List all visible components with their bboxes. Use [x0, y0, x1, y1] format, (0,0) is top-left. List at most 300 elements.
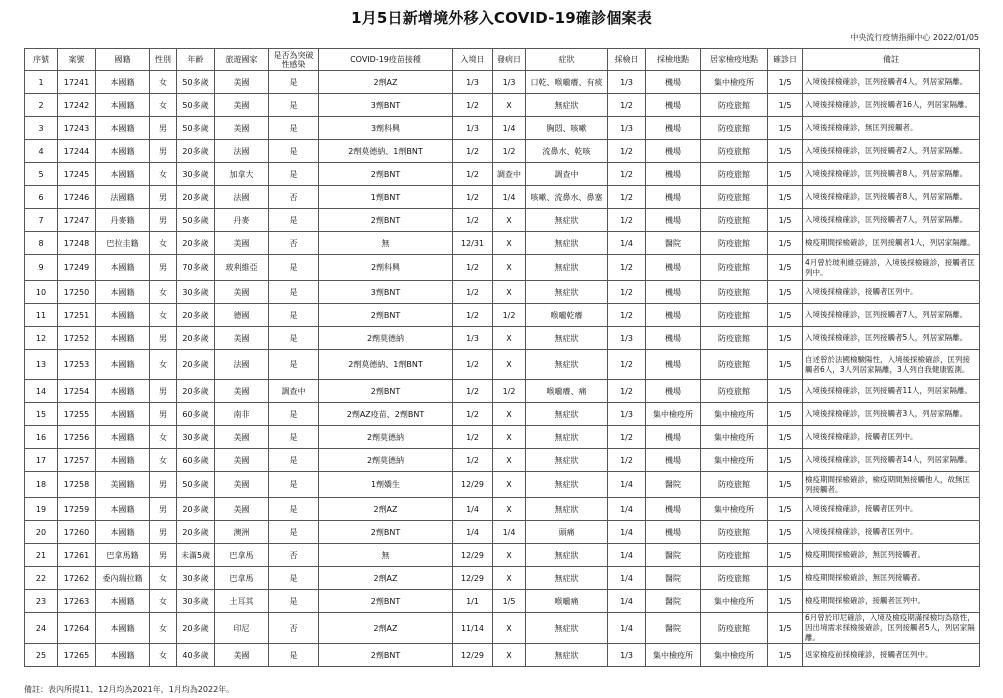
table-cell: 2劑BNT	[319, 590, 453, 613]
table-cell: 男	[150, 117, 177, 140]
table-cell: 4	[25, 140, 58, 163]
table-cell: 法國	[215, 350, 269, 380]
table-cell: 1/5	[768, 281, 803, 304]
table-cell: 17242	[58, 94, 96, 117]
table-cell: 機場	[646, 140, 701, 163]
table-row	[25, 644, 980, 667]
table-cell: 本國籍	[96, 94, 150, 117]
table-cell: 集中檢疫所	[701, 426, 768, 449]
table-cell: 本國籍	[96, 613, 150, 644]
table-cell: 1/3	[608, 327, 646, 350]
table-cell: 60多歲	[177, 403, 215, 426]
table-cell: 1/5	[768, 403, 803, 426]
table-cell: 17258	[58, 472, 96, 498]
table-cell: 20多歲	[177, 521, 215, 544]
table-cell: X	[493, 403, 526, 426]
table-cell: 本國籍	[96, 449, 150, 472]
column-header: 採檢日	[608, 49, 646, 71]
table-cell: 2劑BNT	[319, 521, 453, 544]
table-cell: 是	[269, 117, 319, 140]
table-cell: 17255	[58, 403, 96, 426]
table-cell: 是	[269, 426, 319, 449]
table-cell: 1劑嬌生	[319, 472, 453, 498]
table-cell: 美國籍	[96, 472, 150, 498]
table-cell: 1/2	[453, 94, 493, 117]
table-cell: 無症狀	[526, 232, 608, 255]
table-cell: 1/5	[768, 590, 803, 613]
table-cell: 集中檢疫所	[701, 403, 768, 426]
table-cell: 17241	[58, 71, 96, 94]
table-cell: 防疫旅館	[701, 350, 768, 380]
table-cell: 集中檢疫所	[701, 498, 768, 521]
table-cell: 2劑BNT	[319, 163, 453, 186]
table-cell: 2劑BNT	[319, 644, 453, 667]
table-cell: 本國籍	[96, 163, 150, 186]
table-cell: 本國籍	[96, 117, 150, 140]
table-cell: 6	[25, 186, 58, 209]
table-cell: 無症狀	[526, 209, 608, 232]
table-cell: 女	[150, 590, 177, 613]
table-row	[25, 94, 980, 117]
table-cell: 無症狀	[526, 350, 608, 380]
table-cell: 無症狀	[526, 544, 608, 567]
table-cell: 防疫旅館	[701, 255, 768, 281]
table-cell: 否	[269, 613, 319, 644]
table-cell: 機場	[646, 94, 701, 117]
table-cell: 集中檢疫所	[646, 644, 701, 667]
table-cell: X	[493, 281, 526, 304]
table-cell: 美國	[215, 380, 269, 403]
table-cell: 17256	[58, 426, 96, 449]
table-cell: 3劑科興	[319, 117, 453, 140]
table-cell: 機場	[646, 186, 701, 209]
table-cell: 女	[150, 567, 177, 590]
table-cell: 1/4	[608, 590, 646, 613]
table-cell-note: 返家檢疫前採檢確診，接觸者匡列中。	[803, 644, 980, 667]
table-cell: 無症狀	[526, 426, 608, 449]
table-cell: 1/2	[608, 304, 646, 327]
column-header: 採檢地點	[646, 49, 701, 71]
table-cell: 巴拿馬	[215, 544, 269, 567]
table-cell: 是	[269, 94, 319, 117]
table-cell: 法國	[215, 140, 269, 163]
table-cell: 男	[150, 521, 177, 544]
table-cell: 是	[269, 304, 319, 327]
table-cell: 12/29	[453, 567, 493, 590]
table-cell: 美國	[215, 117, 269, 140]
table-cell: 印尼	[215, 613, 269, 644]
table-cell: 1/2	[608, 281, 646, 304]
table-cell: 1/5	[768, 544, 803, 567]
table-cell: 20多歲	[177, 327, 215, 350]
table-row	[25, 403, 980, 426]
column-header: 序號	[25, 49, 58, 71]
table-cell: 12/29	[453, 544, 493, 567]
table-cell-note: 檢疫期間採檢確診，檢疫期間無接觸他人，故無匡列接觸者。	[803, 472, 980, 498]
table-cell-note: 入境後採檢確診，匡列接觸者7人，列居家隔離。	[803, 304, 980, 327]
table-cell: 1/5	[768, 186, 803, 209]
table-cell: 1/4	[608, 472, 646, 498]
table-cell: 17	[25, 449, 58, 472]
table-cell: 1/4	[608, 498, 646, 521]
table-cell: 機場	[646, 327, 701, 350]
table-cell: 8	[25, 232, 58, 255]
table-cell: 2劑AZ疫苗、2劑BNT	[319, 403, 453, 426]
table-cell: 法國籍	[96, 186, 150, 209]
table-cell: 加拿大	[215, 163, 269, 186]
table-cell: 無症狀	[526, 449, 608, 472]
table-cell: 1/5	[768, 472, 803, 498]
table-cell: 1/2	[493, 140, 526, 163]
table-cell: 否	[269, 186, 319, 209]
table-cell: 機場	[646, 426, 701, 449]
table-cell: 機場	[646, 449, 701, 472]
table-header	[25, 49, 980, 71]
table-cell: 集中檢疫所	[701, 449, 768, 472]
table-cell: 無症狀	[526, 644, 608, 667]
table-cell: 17252	[58, 327, 96, 350]
table-cell: 巴拿馬	[215, 567, 269, 590]
table-cell: 防疫旅館	[701, 140, 768, 163]
table-cell: 1/5	[768, 71, 803, 94]
table-cell: 20多歲	[177, 232, 215, 255]
table-cell: 30多歲	[177, 281, 215, 304]
table-cell: 本國籍	[96, 521, 150, 544]
table-cell: X	[493, 449, 526, 472]
table-cell: 防疫旅館	[701, 94, 768, 117]
table-cell: 11	[25, 304, 58, 327]
table-cell: 1/3	[608, 117, 646, 140]
table-cell: 集中檢疫所	[701, 71, 768, 94]
table-cell-note: 入境後採檢確診，匡列接觸者7人，列居家隔離。	[803, 209, 980, 232]
table-cell: 女	[150, 232, 177, 255]
table-cell: 男	[150, 186, 177, 209]
table-cell: 醫院	[646, 544, 701, 567]
table-cell: 1/2	[608, 163, 646, 186]
table-cell: 17243	[58, 117, 96, 140]
table-cell: 1/5	[768, 350, 803, 380]
table-cell: 1/1	[453, 590, 493, 613]
table-row	[25, 117, 980, 140]
table-cell: 50多歲	[177, 71, 215, 94]
table-cell: 機場	[646, 209, 701, 232]
table-cell: 喉嚨乾癢	[526, 304, 608, 327]
table-cell: 17244	[58, 140, 96, 163]
table-cell: 9	[25, 255, 58, 281]
table-cell: 防疫旅館	[701, 613, 768, 644]
table-cell: 1/2	[608, 186, 646, 209]
report-title: 1月5日新增境外移入COVID-19確診個案表	[351, 9, 652, 27]
table-cell: 本國籍	[96, 426, 150, 449]
table-row	[25, 380, 980, 403]
column-header: 確診日	[768, 49, 803, 71]
table-cell: 美國	[215, 281, 269, 304]
table-cell-note: 入境後採檢確診，匡列接觸者11人，列居家隔離。	[803, 380, 980, 403]
table-cell: X	[493, 255, 526, 281]
table-cell: 1/3	[608, 71, 646, 94]
table-cell: 1/2	[453, 140, 493, 163]
table-cell: 1/4	[493, 117, 526, 140]
table-cell: 防疫旅館	[701, 232, 768, 255]
table-cell: 17257	[58, 449, 96, 472]
table-cell-note: 入境後採檢確診，接觸者匡列中。	[803, 498, 980, 521]
table-cell: 1/5	[768, 255, 803, 281]
table-cell: 無症狀	[526, 613, 608, 644]
table-cell: 2劑AZ	[319, 567, 453, 590]
table-cell: 無症狀	[526, 255, 608, 281]
table-cell-note: 檢疫期間採檢確診，無匡列接觸者。	[803, 544, 980, 567]
table-cell: 20	[25, 521, 58, 544]
table-cell: 無症狀	[526, 281, 608, 304]
table-cell: X	[493, 472, 526, 498]
table-cell: 1/3	[608, 644, 646, 667]
table-cell: 50多歲	[177, 94, 215, 117]
table-cell: 1/2	[453, 403, 493, 426]
table-cell: 美國	[215, 644, 269, 667]
table-row	[25, 350, 980, 380]
table-cell: 機場	[646, 255, 701, 281]
table-row	[25, 613, 980, 644]
table-cell: 是	[269, 567, 319, 590]
table-cell-note: 入境後採檢確診，匡列接觸者4人，列居家隔離。	[803, 71, 980, 94]
table-cell: 1/5	[768, 644, 803, 667]
table-cell: 70多歲	[177, 255, 215, 281]
table-cell: 美國	[215, 71, 269, 94]
table-cell: 12	[25, 327, 58, 350]
table-row	[25, 472, 980, 498]
table-cell: 機場	[646, 71, 701, 94]
table-cell-note: 入境後採檢確診，匡列接觸者2人，列居家隔離。	[803, 140, 980, 163]
table-cell: 醫院	[646, 472, 701, 498]
table-row	[25, 567, 980, 590]
table-row	[25, 281, 980, 304]
table-cell: 無	[319, 232, 453, 255]
table-cell-note: 入境後採檢確診，匡列接觸者16人，列居家隔離。	[803, 94, 980, 117]
table-cell-note: 6月曾於印尼確診，入境及檢疫期滿採檢均為陰性，因出境需求採檢後確診，匡列接觸者5人，列居家隔離。	[803, 613, 980, 644]
table-cell: 1/2	[493, 304, 526, 327]
table-cell: 1/4	[608, 544, 646, 567]
table-cell: 女	[150, 613, 177, 644]
table-cell: 60多歲	[177, 449, 215, 472]
table-cell: 17265	[58, 644, 96, 667]
table-cell: 17262	[58, 567, 96, 590]
table-cell: 20多歲	[177, 140, 215, 163]
table-cell: 2劑莫德納、1劑BNT	[319, 350, 453, 380]
table-cell: 17263	[58, 590, 96, 613]
table-cell: 1/2	[453, 426, 493, 449]
table-cell: 30多歲	[177, 426, 215, 449]
table-cell: 丹麥籍	[96, 209, 150, 232]
column-header: 發病日	[493, 49, 526, 71]
table-cell: 1/2	[608, 140, 646, 163]
table-cell: 巴拿馬籍	[96, 544, 150, 567]
table-cell: 1/5	[768, 380, 803, 403]
table-cell: 2劑莫德納	[319, 449, 453, 472]
table-cell: 女	[150, 304, 177, 327]
table-cell: 醫院	[646, 232, 701, 255]
table-cell: 女	[150, 644, 177, 667]
table-row	[25, 186, 980, 209]
table-cell: 流鼻水、乾咳	[526, 140, 608, 163]
table-cell: 男	[150, 140, 177, 163]
table-cell: 1/4	[453, 521, 493, 544]
table-cell: 10	[25, 281, 58, 304]
table-cell: 17249	[58, 255, 96, 281]
table-cell: 無症狀	[526, 472, 608, 498]
table-row	[25, 255, 980, 281]
table-cell: 1劑BNT	[319, 186, 453, 209]
table-row	[25, 590, 980, 613]
table-cell: 是	[269, 140, 319, 163]
table-cell: 喉嚨癢、痛	[526, 380, 608, 403]
table-cell: 1/5	[768, 567, 803, 590]
table-cell: 美國	[215, 449, 269, 472]
column-header: 性別	[150, 49, 177, 71]
table-row	[25, 232, 980, 255]
table-cell: X	[493, 327, 526, 350]
table-cell: 1/5	[768, 94, 803, 117]
table-cell: 1/2	[608, 426, 646, 449]
table-cell: 25	[25, 644, 58, 667]
table-cell: 1/2	[453, 380, 493, 403]
table-cell: 1/5	[768, 426, 803, 449]
table-cell: 防疫旅館	[701, 281, 768, 304]
table-cell-note: 檢疫期間採檢確診，接觸者匡列中。	[803, 590, 980, 613]
table-cell: 本國籍	[96, 350, 150, 380]
table-cell: 21	[25, 544, 58, 567]
table-cell: 醫院	[646, 613, 701, 644]
table-cell: 3劑BNT	[319, 281, 453, 304]
table-cell-note: 入境後採檢確診，匡列接觸者5人，列居家隔離。	[803, 327, 980, 350]
table-cell: 法國	[215, 186, 269, 209]
table-cell: 本國籍	[96, 281, 150, 304]
table-cell: 女	[150, 281, 177, 304]
table-cell: X	[493, 232, 526, 255]
table-cell: 20多歲	[177, 613, 215, 644]
column-header: 備註	[803, 49, 980, 71]
table-cell: 本國籍	[96, 498, 150, 521]
table-cell: 1/4	[453, 498, 493, 521]
table-cell: 女	[150, 426, 177, 449]
table-cell: 機場	[646, 521, 701, 544]
table-cell: 2劑BNT	[319, 304, 453, 327]
table-cell: 防疫旅館	[701, 163, 768, 186]
table-cell: 否	[269, 544, 319, 567]
table-cell: 男	[150, 498, 177, 521]
table-cell: 19	[25, 498, 58, 521]
table-cell: 胸悶、咳嗽	[526, 117, 608, 140]
table-cell: 無症狀	[526, 498, 608, 521]
table-cell: 1/5	[768, 327, 803, 350]
table-cell: 機場	[646, 281, 701, 304]
table-cell: 是	[269, 281, 319, 304]
table-cell: 女	[150, 350, 177, 380]
table-cell: 調查中	[493, 163, 526, 186]
table-cell: 機場	[646, 350, 701, 380]
table-cell: 是	[269, 472, 319, 498]
table-cell: 男	[150, 255, 177, 281]
table-cell: 機場	[646, 380, 701, 403]
table-cell: 1/4	[608, 613, 646, 644]
table-cell: 12/29	[453, 472, 493, 498]
table-cell: 是	[269, 590, 319, 613]
table-cell: 23	[25, 590, 58, 613]
table-cell: 防疫旅館	[701, 380, 768, 403]
table-cell: 17251	[58, 304, 96, 327]
table-cell: 美國	[215, 232, 269, 255]
table-cell: 女	[150, 71, 177, 94]
table-cell: 集中檢疫所	[701, 590, 768, 613]
table-cell: 7	[25, 209, 58, 232]
table-cell: X	[493, 567, 526, 590]
table-cell: 丹麥	[215, 209, 269, 232]
table-cell: 1/5	[768, 140, 803, 163]
table-cell: 機場	[646, 304, 701, 327]
table-cell: 1/4	[608, 232, 646, 255]
table-row	[25, 304, 980, 327]
table-cell: X	[493, 544, 526, 567]
table-cell: 17247	[58, 209, 96, 232]
table-row	[25, 544, 980, 567]
table-cell: 防疫旅館	[701, 209, 768, 232]
table-cell: 14	[25, 380, 58, 403]
table-cell: 巴拉圭籍	[96, 232, 150, 255]
table-cell: 20多歲	[177, 498, 215, 521]
table-cell: 美國	[215, 94, 269, 117]
table-cell: 委內瑞拉籍	[96, 567, 150, 590]
table-cell: 2劑BNT	[319, 209, 453, 232]
table-cell: 男	[150, 209, 177, 232]
table-cell: 防疫旅館	[701, 567, 768, 590]
table-cell: 1/5	[768, 232, 803, 255]
table-cell-note: 入境後採檢確診，無匡列接觸者。	[803, 117, 980, 140]
table-cell: 女	[150, 449, 177, 472]
table-cell: 13	[25, 350, 58, 380]
table-cell-note: 檢疫期間採檢確診，匡列接觸者1人，列居家隔離。	[803, 232, 980, 255]
table-cell: X	[493, 426, 526, 449]
table-cell: 集中檢疫所	[701, 644, 768, 667]
table-cell: 口乾、喉嚨癢、有痰	[526, 71, 608, 94]
table-cell: 1/4	[493, 186, 526, 209]
table-cell: 美國	[215, 327, 269, 350]
table-cell: 1/2	[453, 186, 493, 209]
table-cell: 本國籍	[96, 71, 150, 94]
table-cell: 17259	[58, 498, 96, 521]
table-cell: 是	[269, 71, 319, 94]
table-cell: 防疫旅館	[701, 304, 768, 327]
table-cell: 2	[25, 94, 58, 117]
table-cell-note: 檢疫期間採檢確診，無匡列接觸者。	[803, 567, 980, 590]
table-cell: 否	[269, 232, 319, 255]
table-cell: 1/2	[453, 304, 493, 327]
table-cell: 11/14	[453, 613, 493, 644]
table-cell-note: 入境後採檢確診，接觸者匡列中。	[803, 521, 980, 544]
table-cell: 50多歲	[177, 472, 215, 498]
table-cell: 20多歲	[177, 350, 215, 380]
column-header: 國籍	[96, 49, 150, 71]
table-cell: 玻利維亞	[215, 255, 269, 281]
table-cell: 1/2	[453, 449, 493, 472]
table-cell: 是	[269, 498, 319, 521]
table-cell: 醫院	[646, 590, 701, 613]
table-cell: 無	[319, 544, 453, 567]
table-cell: 喉嚨痛	[526, 590, 608, 613]
table-cell: 1/2	[493, 380, 526, 403]
table-cell-note: 入境後採檢確診，匡列接觸者8人，列居家隔離。	[803, 163, 980, 186]
table-cell: 1/2	[608, 380, 646, 403]
table-cell: X	[493, 498, 526, 521]
table-cell: 1/5	[768, 521, 803, 544]
